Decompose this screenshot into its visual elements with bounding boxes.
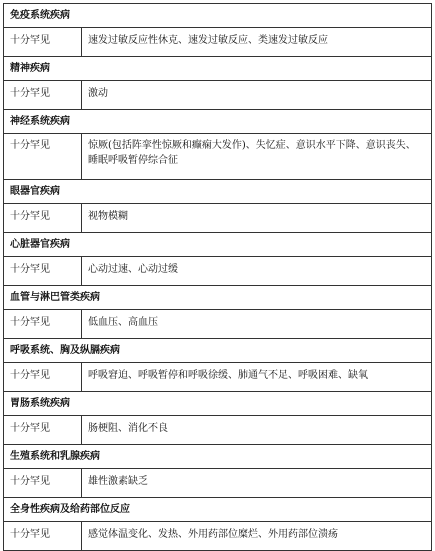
reactions-cell: 呼吸窘迫、呼吸暂停和呼吸徐缓、肺通气不足、呼吸困难、缺氧 — [82, 363, 432, 392]
section-header-row — [4, 110, 432, 134]
section-header-row — [4, 339, 432, 363]
table-row — [4, 522, 432, 551]
frequency-cell: 十分罕见 — [4, 416, 82, 445]
table-row — [4, 257, 432, 286]
table-row — [4, 469, 432, 498]
reactions-cell: 感觉体温变化、发热、外用药部位糜烂、外用药部位溃疡 — [82, 522, 432, 551]
frequency-cell: 十分罕见 — [4, 363, 82, 392]
frequency-cell: 十分罕见 — [4, 310, 82, 339]
reactions-cell: 心动过速、心动过缓 — [82, 257, 432, 286]
reactions-cell: 视物模糊 — [82, 204, 432, 233]
section-header-row — [4, 445, 432, 469]
section-header-row — [4, 286, 432, 310]
frequency-cell: 十分罕见 — [4, 28, 82, 57]
section-heading: 免疫系统疾病 — [4, 4, 432, 28]
section-header-row — [4, 57, 432, 81]
section-heading: 血管与淋巴管类疾病 — [4, 286, 432, 310]
frequency-cell: 十分罕见 — [4, 469, 82, 498]
reactions-cell: 肠梗阻、消化不良 — [82, 416, 432, 445]
frequency-cell: 十分罕见 — [4, 257, 82, 286]
frequency-cell: 十分罕见 — [4, 522, 82, 551]
section-header-row — [4, 233, 432, 257]
reactions-cell: 激动 — [82, 81, 432, 110]
table-row — [4, 363, 432, 392]
table-row — [4, 416, 432, 445]
reactions-cell: 速发过敏反应性休克、速发过敏反应、类速发过敏反应 — [82, 28, 432, 57]
table-row — [4, 204, 432, 233]
reactions-cell: 惊厥(包括阵挛性惊厥和癫痫大发作)、失忆症、意识水平下降、意识丧失、睡眠呼吸暂停综合征 — [82, 134, 432, 180]
section-heading: 呼吸系统、胸及纵膈疾病 — [4, 339, 432, 363]
reactions-cell: 雄性激素缺乏 — [82, 469, 432, 498]
frequency-cell: 十分罕见 — [4, 81, 82, 110]
table-row — [4, 28, 432, 57]
section-heading: 生殖系统和乳腺疾病 — [4, 445, 432, 469]
section-header-row — [4, 180, 432, 204]
section-header-row — [4, 392, 432, 416]
frequency-cell: 十分罕见 — [4, 134, 82, 180]
section-heading: 全身性疾病及给药部位反应 — [4, 498, 432, 522]
table-row — [4, 81, 432, 110]
section-heading: 精神疾病 — [4, 57, 432, 81]
reactions-cell: 低血压、高血压 — [82, 310, 432, 339]
section-header-row — [4, 498, 432, 522]
table-row — [4, 134, 432, 180]
section-heading: 胃肠系统疾病 — [4, 392, 432, 416]
section-heading: 眼器官疾病 — [4, 180, 432, 204]
adverse-reactions-table — [3, 3, 432, 551]
section-header-row — [4, 4, 432, 28]
table-row — [4, 310, 432, 339]
frequency-cell: 十分罕见 — [4, 204, 82, 233]
section-heading: 神经系统疾病 — [4, 110, 432, 134]
section-heading: 心脏器官疾病 — [4, 233, 432, 257]
